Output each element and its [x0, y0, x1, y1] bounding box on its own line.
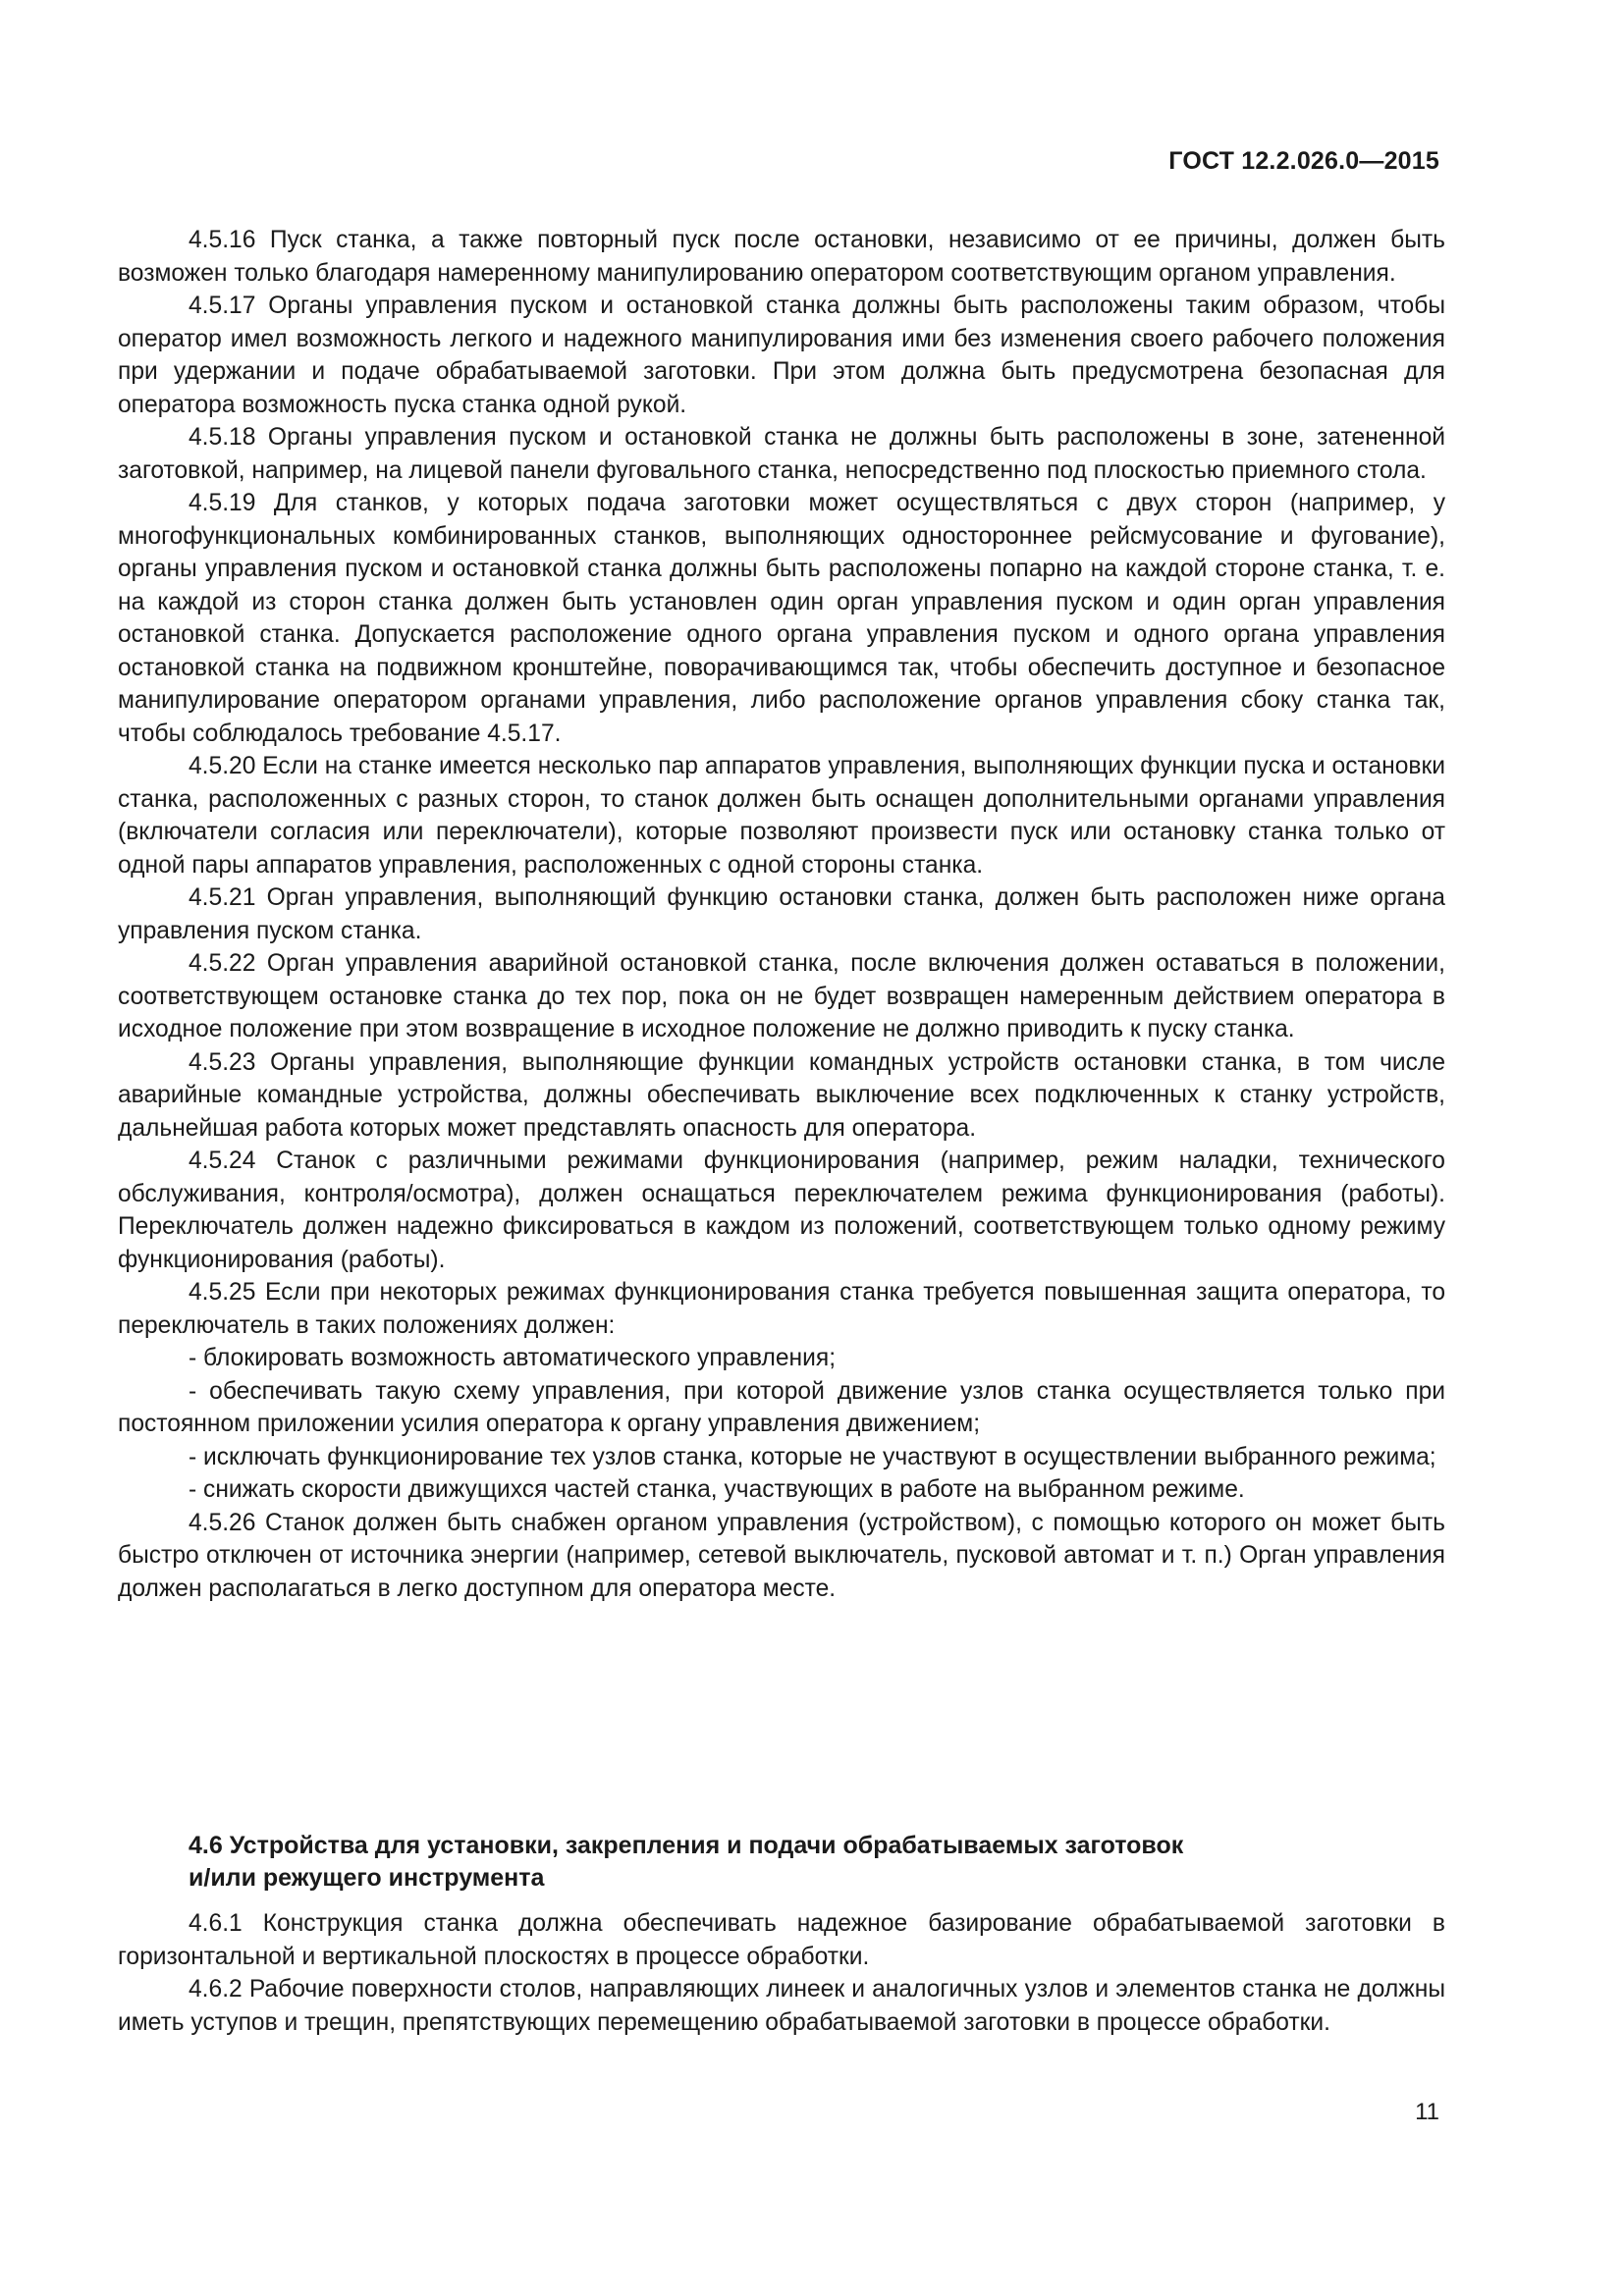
list-item: - обеспечивать такую схему управления, при которой движение узлов станка осуществляется только при постоянном приложении усилия оператора к органу управления движением; [118, 1377, 1445, 1437]
paragraph-4-5-24: 4.5.24 Станок с различными режимами функционирования (например, режим наладки, технического обслуживания, контроля/осмотра), должен оснащаться переключателем режима функционирования (работы). Переключатель должен надежно фиксироваться в каждом из положений, соответствующем только одному режиму функционирования (работы). [118, 1148, 1445, 1273]
paragraph-4-5-21: 4.5.21 Орган управления, выполняющий функцию остановки станка, должен быть расположен ниже органа управления пуском станка. [118, 884, 1445, 944]
paragraph-4-5-16: 4.5.16 Пуск станка, а также повторный пуск после остановки, независимо от ее причины, должен быть возможен только благодаря намеренному манипулированию оператором соответствующим органом управления. [118, 227, 1445, 287]
paragraph-4-5-17: 4.5.17 Органы управления пуском и остановкой станка должны быть расположены таким образом, чтобы оператор имел возможность легкого и надежного манипулирования ими без изменения своего рабочего положения при удержании и подаче обрабатываемой заготовки. При этом должна быть предусмотрена безопасная для оператора возможность пуска станка одной рукой. [118, 293, 1445, 418]
main-text [118, 224, 1445, 1605]
list-item: - исключать функционирование тех узлов станка, которые не участвуют в осуществлении выбранного режима; [189, 1443, 1436, 1470]
paragraph-4-6-1: 4.6.1 Конструкция станка должна обеспечивать надежное базирование обрабатываемой заготовки в горизонтальной и вертикальной плоскостях в процессе обработки. [118, 1910, 1445, 1970]
section-heading-line: и/или режущего инструмента [189, 1864, 545, 1892]
paragraph-4-6-2: 4.6.2 Рабочие поверхности столов, направляющих линеек и аналогичных узлов и элементов станка не должны иметь уступов и трещин, препятствующих перемещению обрабатываемой заготовки в процессе обработки. [118, 1976, 1445, 2036]
section-text [118, 1907, 1445, 2039]
list-item: - снижать скорости движущихся частей станка, участвующих в работе на выбранном режиме. [189, 1476, 1245, 1503]
section-heading-4-6 [189, 1830, 1367, 1895]
paragraph-4-5-23: 4.5.23 Органы управления, выполняющие функции командных устройств остановки станка, в том числе аварийные командные устройства, должны обеспечивать выключение всех подключенных к станку устройств, дальнейшая работа которых может представлять опасность для оператора. [118, 1048, 1445, 1142]
section-heading-line: 4.6 Устройства для установки, закрепления и подачи обрабатываемых заготовок [189, 1832, 1184, 1859]
paragraph-4-5-22: 4.5.22 Орган управления аварийной остановкой станка, после включения должен оставаться в положении, соответствующем остановке станка до тех пор, пока он не будет возвращен намеренным действием оператора в исходное положение при этом возвращение в исходное положение не должно приводить к пуску станка. [118, 950, 1445, 1042]
list-item: - блокировать возможность автоматического управления; [189, 1345, 837, 1371]
paragraph-4-5-26: 4.5.26 Станок должен быть снабжен органом управления (устройством), с помощью которого он может быть быстро отключен от источника энергии (например, сетевой выключатель, пусковой автомат и т. п.) Орган управления должен располагаться в легко доступном для оператора месте. [118, 1509, 1445, 1602]
paragraph-4-5-25: 4.5.25 Если при некоторых режимах функционирования станка требуется повышенная защита оператора, то переключатель в таких положениях должен: [118, 1279, 1445, 1339]
document-code-header: ГОСТ 12.2.026.0—2015 [1168, 147, 1439, 175]
page-number: 11 [1415, 2099, 1439, 2125]
paragraph-4-5-18: 4.5.18 Органы управления пуском и остановкой станка не должны быть расположены в зоне, затененной заготовкой, например, на лицевой панели фуговального станка, непосредственно под плоскостью приемного стола. [118, 424, 1445, 484]
paragraph-4-5-19: 4.5.19 Для станков, у которых подача заготовки может осуществляться с двух сторон (например, у многофункциональных комбинированных станков, выполняющих одностороннее рейсмусование и фугование), органы управления пуском и остановкой станка должны быть расположены попарно на каждой стороне станка, т. е. на каждой из сторон станка должен быть установлен один орган управления пуском и один орган управления остановкой станка. Допускается расположение одного органа управления пуском и одного органа управления остановкой станка на подвижном кронштейне, поворачивающимся так, чтобы обеспечить доступное и безопасное манипулирование оператором органами управления, либо расположение органов управления сбоку станка так, чтобы соблюдалось требование 4.5.17. [118, 490, 1445, 747]
paragraph-4-5-20: 4.5.20 Если на станке имеется несколько пар аппаратов управления, выполняющих функции пуска и остановки станка, расположенных с разных сторон, то станок должен быть оснащен дополнительными органами управления (включатели согласия или переключатели), которые позволяют произвести пуск или остановку станка только от одной пары аппаратов управления, расположенных с одной стороны станка. [118, 753, 1445, 879]
